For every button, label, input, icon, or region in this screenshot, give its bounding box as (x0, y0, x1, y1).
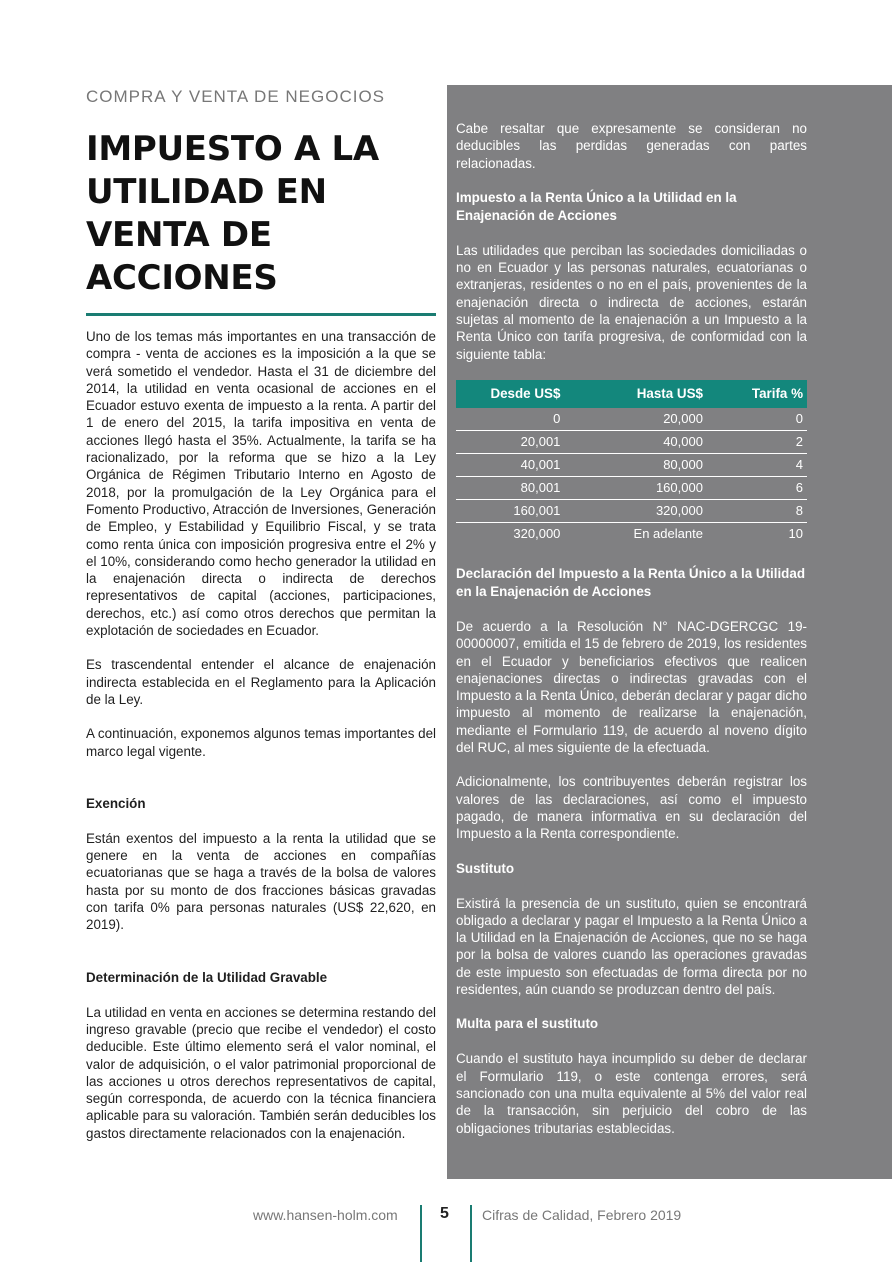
paragraph-non-deductible: Cabe resaltar que expresamente se consideran no deducibles las perdidas generadas con partes relacionadas. (456, 121, 807, 171)
cell-rate: 6 (707, 476, 807, 499)
footer-divider-left (420, 1205, 422, 1262)
column-header-to: Hasta US$ (564, 380, 707, 408)
cell-from: 80,001 (456, 476, 564, 499)
cell-rate: 0 (707, 408, 807, 431)
paragraph-single-income-tax: Las utilidades que perciban las sociedades domiciliadas o no en Ecuador y las personas naturales, ecuatorianas o extranjeras, residentes o no en el país, provenientes de la enajenación directa o indirecta de acciones, estarán sujetas al momento de la enajenación a un Impuesto a la Renta Único con tarifa progresiva, de conformidad con la siguiente tabla: (456, 242, 807, 362)
table-row (456, 430, 807, 453)
table-row (456, 408, 807, 431)
paragraph-exemption: Están exentos del impuesto a la renta la utilidad que se genere en la venta de acciones en compañías ecuatorianas que se haga a través de la bolsa de valores hasta por su monto de dos fracciones básicas gravadas con tarifa 0% para personas naturales (US$ 22,620, en 2019). (86, 830, 436, 933)
cell-from: 40,001 (456, 453, 564, 476)
intro-paragraph: Uno de los temas más importantes en una transacción de compra - venta de acciones es la imposición a la que se verá sometido el vendedor. Hasta el 31 de diciembre del 2014, la utilidad en venta ocasional de acciones en el Ecuador estuvo exenta de impuesto a la renta. A partir del 1 de enero del 2015, la tarifa impositiva en venta de acciones llegó hasta el 35%. Actualmente, la tarifa se ha racionalizado, por la reforma que se hizo a la Ley Orgánica de Régimen Tributario Interno en Agosto de 2018, por la promulgación de la Ley Orgánica para el Fomento Productivo, Atracción de Inversiones, Generación de Empleo, y Estabilidad y Equilibrio Fiscal, y se trata como renta única con imposición progresiva entre el 2% y el 10%, considerando como hecho generador la utilidad en la enajenación directa o indirecta de derechos representativos de capital (acciones, participaciones, derechos, etc.) así como otros derechos que permitan la explotación de sociedades en Ecuador. (86, 329, 436, 639)
heading-taxable-profit: Determinación de la Utilidad Gravable (86, 969, 328, 985)
heading-single-income-tax: Impuesto a la Renta Único a la Utilidad en la Enajenación de Acciones (456, 189, 737, 223)
paragraph-taxable-profit: La utilidad en venta en acciones se determina restando del ingreso gravable (precio que recibe el vendedor) el costo deducible. Este último elemento será el valor nominal, el valor de adquisición, o el valor patrimonial proporcional de las acciones u otros derechos representativos de capital, según corresponda, de acuerdo con la técnica financiera aplicable para su valoración. También serán deducibles los gastos directamente relacionados con la enajenación. (86, 1004, 436, 1141)
left-column (86, 328, 436, 1159)
tax-rate-table (456, 380, 807, 545)
cell-rate: 2 (707, 430, 807, 453)
cell-to: En adelante (633, 526, 703, 542)
heading-exemption: Exención (86, 795, 146, 811)
heading-substitute-fine: Multa para el sustituto (456, 1016, 599, 1032)
footer-website-link[interactable]: www.hansen-holm.com (253, 1207, 398, 1223)
cell-to: 160,000 (564, 476, 707, 499)
cell-rate: 8 (707, 499, 807, 522)
paragraph-declaration: De acuerdo a la Resolución N° NAC-DGERCGC 19-00000007, emitida el 15 de febrero de 2019, los residentes en el Ecuador y beneficiarios efectivos que realicen enajenaciones directas o indirectas gravadas con el Impuesto a la Renta Único, deberán declarar y pagar dicho impuesto al momento de realizarse la enajenación, mediante el Formulario 119, de acuerdo al noveno dígito del RUC, al mes siguiente de la efectuada. (456, 618, 807, 756)
cell-to: 20,000 (564, 408, 707, 431)
paragraph-substitute-fine: Cuando el sustituto haya incumplido su deber de declarar el Formulario 119, o este contenga errores, será sancionado con una multa equivalente al 5% del valor real de la transacción, sin perjuicio del cobro de las obligaciones tributarias establecidas. (456, 1051, 807, 1136)
footer-divider-right (470, 1205, 472, 1262)
table-header-row (456, 380, 807, 408)
cell-to: 80,000 (564, 453, 707, 476)
cell-from: 320,000 (513, 526, 561, 542)
column-header-rate: Tarifa % (707, 380, 807, 408)
page-number: 5 (440, 1205, 449, 1222)
heading-substitute: Sustituto (456, 860, 515, 876)
paragraph-indirect-transfer: Es trascendental entender el alcance de enajenación indirecta establecida en el Reglamento para la Aplicación de la Ley. (86, 657, 436, 707)
paragraph-additional: Adicionalmente, los contribuyentes deberán registrar los valores de las declaraciones, así como el impuesto pagado, de manera informativa en su declaración del Impuesto a la Renta correspondiente. (456, 774, 807, 842)
right-column (456, 120, 807, 1154)
heading-declaration: Declaración del Impuesto a la Renta Único a la Utilidad en la Enajenación de Acciones (456, 565, 805, 599)
cell-to: 40,000 (564, 430, 707, 453)
paragraph-substitute: Existirá la presencia de un sustituto, quien se encontrará obligado a declarar y pagar el Impuesto a la Renta Único a la Utilidad en la Enajenación de Acciones, que no se haga por la bolsa de valores cuando las operaciones gravadas de este impuesto son efectuadas de forma directa por no residentes, aún cuando se produzcan dentro del país. (456, 895, 807, 998)
table-row (456, 499, 807, 522)
cell-rate: 4 (707, 453, 807, 476)
column-header-from: Desde US$ (456, 380, 564, 408)
table-row (456, 476, 807, 499)
table-row (456, 453, 807, 476)
cell-to: 320,000 (564, 499, 707, 522)
cell-from: 20,001 (456, 430, 564, 453)
cell-from: 0 (456, 408, 564, 431)
page-title: IMPUESTO A LA UTILIDAD EN VENTA DE ACCIONES (86, 129, 379, 298)
section-kicker: COMPRA Y VENTA DE NEGOCIOS (86, 87, 386, 106)
cell-from: 160,001 (456, 499, 564, 522)
table-row (456, 522, 807, 545)
cell-rate: 10 (788, 526, 803, 542)
paragraph-legal-framework: A continuación, exponemos algunos temas importantes del marco legal vigente. (86, 726, 436, 759)
title-divider (86, 313, 436, 316)
footer-publication: Cifras de Calidad, Febrero 2019 (482, 1207, 682, 1223)
